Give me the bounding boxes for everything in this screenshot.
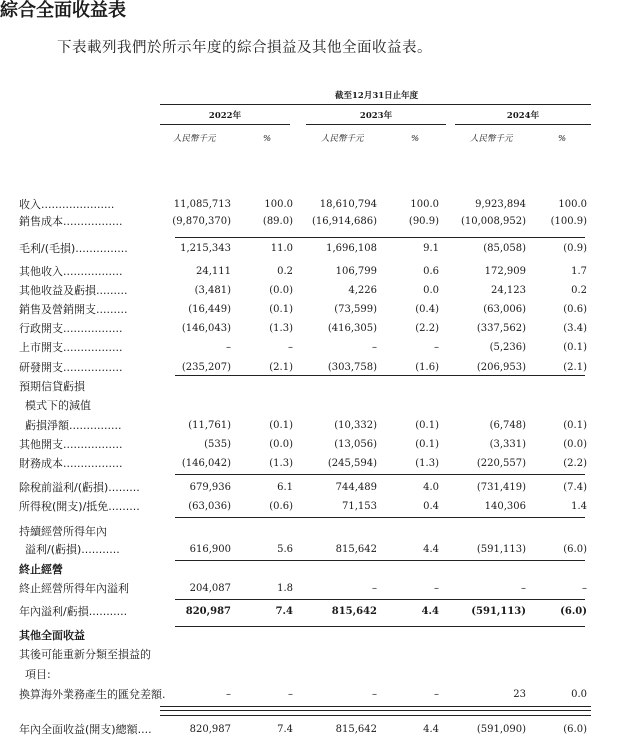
row-label: 換算海外業務產生的匯兌差額. [19, 688, 166, 701]
percent-cell: (2.2) [563, 458, 587, 469]
table-row [0, 499, 622, 515]
percent-cell: (89.0) [262, 216, 293, 227]
amount-cell: 23 [513, 689, 526, 700]
row-label: 所得稅(開支)/抵免......... [19, 500, 140, 513]
table-row [0, 264, 622, 280]
table-row [0, 379, 622, 395]
table-row [0, 628, 622, 644]
row-label: 行政開支................. [19, 322, 123, 335]
table-row [0, 321, 622, 337]
amount-cell: 815,642 [331, 606, 377, 617]
percent-cell: (0.1) [415, 439, 439, 450]
amount-cell: 820,987 [189, 724, 231, 735]
amount-cell: (11,761) [188, 420, 231, 431]
pct-label-2024: % [558, 134, 567, 144]
percent-cell: 11.0 [270, 243, 293, 254]
amount-cell: 1,215,343 [180, 243, 231, 254]
amount-cell: – [372, 583, 377, 594]
row-label: 財務成本................. [19, 457, 123, 470]
row-label: 上市開支................. [19, 341, 123, 354]
unit-label-2024: 人民幣千元 [470, 134, 513, 144]
amount-cell: (6,748) [489, 420, 526, 431]
percent-cell: (0.1) [563, 420, 587, 431]
table-row [0, 241, 622, 257]
amount-cell: 679,936 [189, 482, 231, 493]
percent-cell: (0.4) [415, 304, 439, 315]
percent-cell: 100.0 [558, 199, 587, 210]
row-label: 終止經營 [19, 563, 63, 576]
amount-cell: (5,236) [489, 342, 526, 353]
percent-cell: (0.0) [269, 285, 293, 296]
percent-cell: (2.1) [563, 362, 587, 373]
percent-cell: (2.1) [269, 362, 293, 373]
amount-cell: 71,153 [342, 501, 377, 512]
percent-cell: – [288, 342, 293, 353]
row-label: 除稅前溢利/(虧損)......... [19, 481, 140, 494]
percent-cell: (7.4) [563, 482, 587, 493]
rule-after-cost [175, 237, 585, 238]
row-label: 銷售成本................. [19, 215, 123, 228]
amount-cell: (16,914,686) [311, 216, 377, 227]
table-row [0, 360, 622, 376]
percent-cell: (1.3) [415, 458, 439, 469]
table-row [0, 722, 622, 738]
amount-cell: 18,610,794 [319, 199, 377, 210]
percent-cell: (100.9) [550, 216, 587, 227]
percent-cell: 9.1 [423, 243, 439, 254]
row-label: 項目: [25, 668, 51, 681]
amount-cell: 24,111 [196, 266, 231, 277]
amount-cell: (220,557) [476, 458, 526, 469]
table-row [0, 418, 622, 434]
amount-cell: (245,594) [327, 458, 377, 469]
table-row [0, 524, 622, 540]
percent-cell: (0.6) [269, 501, 293, 512]
table-row [0, 647, 622, 663]
year-2024-header: 2024年 [506, 111, 540, 121]
table-row [0, 604, 622, 620]
percent-cell: 1.4 [571, 501, 587, 512]
rule-after-continuing [175, 560, 585, 561]
period-header: 截至12月31日止年度 [335, 91, 419, 101]
table-row [0, 398, 622, 414]
percent-cell: 4.0 [423, 482, 439, 493]
amount-cell: (9,870,370) [172, 216, 231, 227]
amount-cell: (591,090) [476, 724, 526, 735]
percent-cell: (6.0) [563, 544, 587, 555]
amount-cell: (146,043) [181, 323, 231, 334]
amount-cell: 744,489 [335, 482, 377, 493]
percent-cell: 100.0 [264, 199, 293, 210]
percent-cell: 5.6 [277, 544, 293, 555]
rule-after-profit [175, 626, 585, 627]
amount-cell: – [226, 342, 231, 353]
percent-cell: 0.0 [571, 689, 587, 700]
row-label: 虧損淨額............... [25, 419, 122, 432]
percent-cell: – [288, 689, 293, 700]
amount-cell: (3,481) [194, 285, 231, 296]
rule-before-total [160, 715, 591, 716]
pct-label-2023: % [411, 134, 420, 144]
table-row [0, 214, 622, 230]
amount-cell: 11,085,713 [173, 199, 231, 210]
percent-cell: 0.0 [423, 285, 439, 296]
amount-cell: 204,087 [189, 583, 231, 594]
percent-cell: (2.2) [415, 323, 439, 334]
header-rule [160, 104, 591, 105]
row-label: 其他全面收益 [19, 629, 85, 642]
amount-cell: (16,449) [188, 304, 231, 315]
amount-cell: (535) [204, 439, 231, 450]
percent-cell: (0.0) [563, 439, 587, 450]
table-row [0, 667, 622, 683]
percent-cell: 4.4 [423, 544, 439, 555]
amount-cell: 106,799 [335, 266, 377, 277]
row-label: 研發開支................. [19, 361, 123, 374]
amount-cell: (85,058) [483, 243, 526, 254]
table-row [0, 283, 622, 299]
percent-cell: – [434, 689, 439, 700]
amount-cell: (63,036) [188, 501, 231, 512]
unit-label-2022: 人民幣千元 [173, 134, 216, 144]
percent-cell: – [434, 342, 439, 353]
amount-cell: 1,696,108 [326, 243, 377, 254]
amount-cell: (416,305) [327, 323, 377, 334]
row-label: 收入..................... [19, 198, 115, 211]
table-row [0, 302, 622, 318]
amount-cell: 616,900 [189, 544, 231, 555]
amount-cell: (206,953) [476, 362, 526, 373]
table-row [0, 581, 622, 597]
percent-cell: (0.1) [269, 304, 293, 315]
percent-cell: (6.0) [560, 606, 587, 617]
amount-cell: 820,987 [185, 606, 231, 617]
table-row [0, 456, 622, 472]
amount-cell: 172,909 [484, 266, 526, 277]
amount-cell: (10,008,952) [460, 216, 526, 227]
row-label: 毛利/(毛損)............... [19, 242, 128, 255]
percent-cell: 0.2 [277, 266, 293, 277]
row-label: 其他收入................. [19, 265, 123, 278]
amount-cell: 4,226 [348, 285, 377, 296]
unit-label-2023: 人民幣千元 [321, 134, 364, 144]
year-rule-2022 [160, 124, 290, 125]
amount-cell: (731,419) [476, 482, 526, 493]
percent-cell: (0.1) [269, 420, 293, 431]
amount-cell: (10,332) [334, 420, 377, 431]
section-title: 綜合全面收益表 [0, 0, 126, 21]
row-label: 其後可能重新分類至損益的 [19, 648, 151, 661]
percent-cell: 7.4 [275, 606, 293, 617]
percent-cell: (1.6) [415, 362, 439, 373]
percent-cell: 4.4 [421, 606, 439, 617]
table-row [0, 197, 622, 213]
amount-cell: (63,006) [483, 304, 526, 315]
percent-cell: (90.9) [408, 216, 439, 227]
amount-cell: 815,642 [335, 544, 377, 555]
table-row [0, 687, 622, 703]
amount-cell: (591,113) [471, 606, 526, 617]
pct-label-2022: % [263, 134, 272, 144]
percent-cell: 0.2 [571, 285, 587, 296]
row-label: 年內全面收益(開支)總額.... [19, 723, 152, 736]
table-row [0, 340, 622, 356]
year-2022-header: 2022年 [208, 111, 242, 121]
row-label: 持續經營所得年內 [19, 525, 107, 538]
table-row [0, 562, 622, 578]
percent-cell: (0.1) [563, 342, 587, 353]
percent-cell: (0.9) [563, 243, 587, 254]
percent-cell: 4.4 [423, 724, 439, 735]
intro-text: 下表載列我們於所示年度的綜合損益及其他全面收益表。 [57, 40, 432, 56]
year-2023-header: 2023年 [359, 111, 393, 121]
row-label: 終止經營所得年內溢利 [19, 582, 129, 595]
percent-cell: 0.4 [423, 501, 439, 512]
amount-cell: 815,642 [335, 724, 377, 735]
amount-cell: (337,562) [476, 323, 526, 334]
percent-cell: (3.4) [563, 323, 587, 334]
percent-cell: 7.4 [277, 724, 293, 735]
rule-after-discontinued [175, 599, 585, 600]
percent-cell: – [582, 583, 587, 594]
row-label: 模式下的減值 [25, 399, 91, 412]
amount-cell: (235,207) [181, 362, 231, 373]
table-row [0, 542, 622, 558]
double-rule-before-total [160, 706, 591, 711]
year-rule-2024 [455, 124, 591, 125]
row-label: 溢利/(虧損)........... [25, 543, 120, 556]
amount-cell: (146,042) [181, 458, 231, 469]
amount-cell: (3,331) [489, 439, 526, 450]
row-label: 年內溢利/虧損........... [19, 605, 128, 618]
percent-cell: 6.1 [277, 482, 293, 493]
amount-cell: (591,113) [476, 544, 526, 555]
percent-cell: 1.7 [571, 266, 587, 277]
percent-cell: (1.3) [269, 323, 293, 334]
percent-cell: (0.0) [269, 439, 293, 450]
amount-cell: (73,599) [334, 304, 377, 315]
amount-cell: 140,306 [484, 501, 526, 512]
table-row [0, 437, 622, 453]
percent-cell: 100.0 [410, 199, 439, 210]
row-label: 其他開支................. [19, 438, 123, 451]
row-label: 預期信貸虧損 [19, 380, 85, 393]
amount-cell: 24,123 [491, 285, 526, 296]
amount-cell: – [372, 342, 377, 353]
table-row [0, 480, 622, 496]
percent-cell: 1.8 [277, 583, 293, 594]
amount-cell: 9,923,894 [475, 199, 526, 210]
percent-cell: 0.6 [423, 266, 439, 277]
year-rule-2023 [306, 124, 446, 125]
percent-cell: (0.1) [415, 420, 439, 431]
rule-after-tax [175, 517, 585, 518]
amount-cell: – [372, 689, 377, 700]
amount-cell: – [226, 689, 231, 700]
percent-cell: (6.0) [563, 724, 587, 735]
row-label: 銷售及營銷開支......... [19, 303, 128, 316]
rule-after-rd [175, 375, 585, 376]
percent-cell: (0.6) [563, 304, 587, 315]
amount-cell: (13,056) [334, 439, 377, 450]
rule-after-finance [175, 474, 585, 475]
row-label: 其他收益及虧損......... [19, 284, 128, 297]
percent-cell: – [434, 583, 439, 594]
percent-cell: (1.3) [269, 458, 293, 469]
amount-cell: – [521, 583, 526, 594]
amount-cell: (303,758) [327, 362, 377, 373]
